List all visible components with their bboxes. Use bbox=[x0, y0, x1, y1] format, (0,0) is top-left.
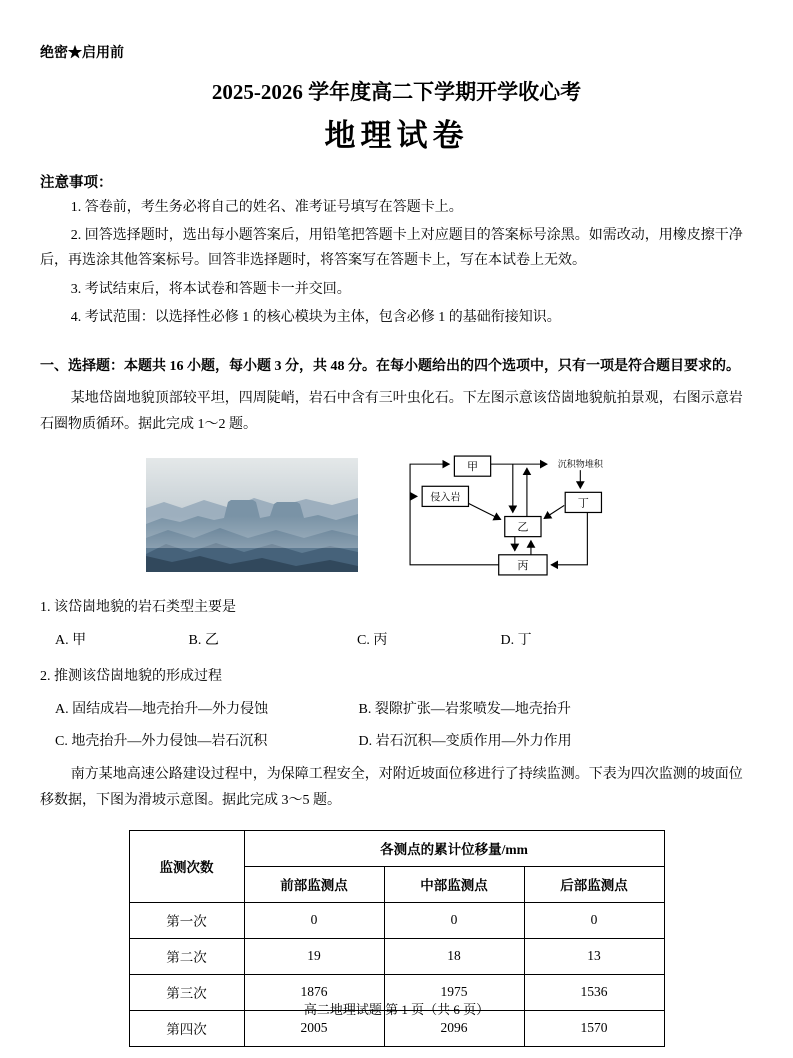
figure-row bbox=[146, 448, 753, 584]
diagram-label-yi: 乙 bbox=[517, 521, 529, 534]
diagram-label-jia: 甲 bbox=[466, 461, 479, 474]
table-cell: 13 bbox=[524, 938, 664, 974]
passage-1: 某地岱崮地貌顶部较平坦，四周陡峭，岩石中含有三叶虫化石。下左图示意该岱崮地貌航拍景观，右图示意岩石圈物质循环。据此完成 1～2 题。 bbox=[40, 391, 743, 433]
row-label: 第三次 bbox=[129, 974, 244, 1010]
passage-2: 南方某地高速公路建设过程中，为保障工程安全，对附近坡面位移进行了持续监测。下表为四次监测的坡面位移数据，下图为滑坡示意图。据此完成 3～5 题。 bbox=[40, 767, 743, 808]
exam-title: 2025-2026 学年度高二下学期开学收心考 bbox=[211, 80, 582, 104]
option-1c: C. 丙 bbox=[357, 632, 388, 648]
option-2c: C. 地壳抬升—外力侵蚀—岩石沉积 bbox=[55, 734, 268, 750]
notice-item-2: 2. 回答选择题时，选出每小题答案后，用铅笔把答题卡上对应题目的答案标号涂黑。如需改动，用橡皮擦干净后，再选涂其他答案标号。回答非选择题时，将答案写在答题卡上，写在本试卷上无效。 bbox=[40, 228, 743, 269]
question-1: 1. 该岱崮地貌的岩石类型主要是 bbox=[40, 600, 236, 616]
diagram-label-bing: 丙 bbox=[517, 559, 529, 572]
notice-item-3: 3. 考试结束后，将本试卷和答题卡一并交回。 bbox=[70, 281, 351, 297]
table-cell: 0 bbox=[244, 902, 384, 938]
arrow-ding-to-yi bbox=[544, 506, 564, 519]
table-subheader-rear: 后部监测点 bbox=[524, 866, 664, 902]
question-1-options bbox=[40, 629, 753, 653]
table-cell: 2096 bbox=[384, 1010, 524, 1046]
table-subheader-middle: 中部监测点 bbox=[384, 866, 524, 902]
option-1d: D. 丁 bbox=[500, 632, 532, 648]
row-label: 第四次 bbox=[129, 1010, 244, 1046]
table-corner-header: 监测次数 bbox=[129, 830, 244, 902]
table-header-row-1 bbox=[129, 830, 664, 866]
landform-photo bbox=[146, 458, 358, 572]
diagram-label-ding: 丁 bbox=[577, 497, 589, 510]
page-footer: 高二地理试题 第 1 页（共 6 页） bbox=[303, 1002, 490, 1017]
table-subheader-front: 前部监测点 bbox=[244, 866, 384, 902]
table-row-1 bbox=[129, 902, 664, 938]
row-label: 第二次 bbox=[129, 938, 244, 974]
table-cell: 1975 bbox=[384, 974, 524, 1010]
table-cell: 19 bbox=[244, 938, 384, 974]
diagram-label-sediment: 沉积物堆积 bbox=[557, 459, 603, 470]
photo-haze bbox=[146, 516, 358, 548]
table-group-header: 各测点的累计位移量/mm bbox=[244, 830, 664, 866]
arrow-bing-to-jia bbox=[410, 464, 499, 565]
option-1b: B. 乙 bbox=[188, 632, 219, 648]
question-2-options-row-2 bbox=[40, 730, 753, 754]
rock-cycle-diagram bbox=[402, 448, 674, 584]
table-row-2 bbox=[129, 938, 664, 974]
arrow-ding-to-bing bbox=[551, 513, 587, 565]
notice-heading: 注意事项： bbox=[40, 175, 113, 191]
question-2: 2. 推测该岱崮地貌的形成过程 bbox=[40, 668, 222, 684]
option-2a: A. 固结成岩—地壳抬升—外力侵蚀 bbox=[55, 701, 269, 717]
table-cell: 0 bbox=[524, 902, 664, 938]
option-2b: B. 裂隙扩张—岩浆喷发—地壳抬升 bbox=[358, 701, 571, 717]
diagram-label-intrusive: 侵入岩 bbox=[430, 492, 461, 504]
section-one-heading: 一、选择题：本题共 16 小题，每小题 3 分，共 48 分。在每小题给出的四个选项中，只有一项是符合题目要求的。 bbox=[40, 358, 740, 374]
table-cell: 1876 bbox=[244, 974, 384, 1010]
classification-label: 绝密★启用前 bbox=[40, 46, 124, 61]
row-label: 第一次 bbox=[129, 902, 244, 938]
table-cell: 1570 bbox=[524, 1010, 664, 1046]
option-2d: D. 岩石沉积—变质作用—外力作用 bbox=[358, 734, 572, 750]
arrow-intrusive-to-yi bbox=[468, 504, 500, 520]
notice-item-1: 1. 答卷前，考生务必将自己的姓名、准考证号填写在答题卡上。 bbox=[70, 200, 463, 215]
table-cell: 1536 bbox=[524, 974, 664, 1010]
option-1a: A. 甲 bbox=[55, 632, 87, 648]
notice-item-4: 4. 考试范围：以选择性必修 1 的核心模块为主体，包含必修 1 的基础衔接知识。 bbox=[70, 309, 561, 325]
table-cell: 18 bbox=[384, 938, 524, 974]
subject-title: 地理试卷 bbox=[324, 118, 469, 153]
table-cell: 2005 bbox=[244, 1010, 384, 1046]
question-2-options-row-1 bbox=[40, 698, 753, 722]
table-cell: 0 bbox=[384, 902, 524, 938]
